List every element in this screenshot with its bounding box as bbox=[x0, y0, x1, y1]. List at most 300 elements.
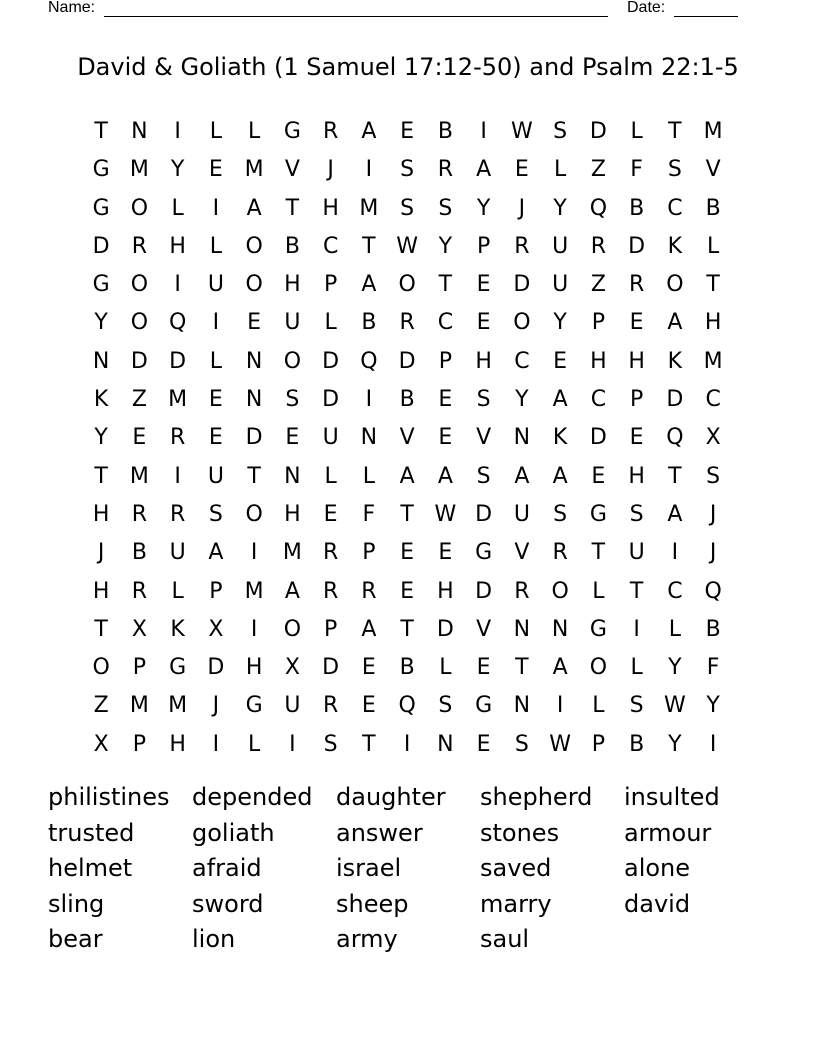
grid-letter[interactable]: L bbox=[324, 310, 337, 336]
grid-letter[interactable]: B bbox=[705, 616, 721, 642]
grid-letter[interactable]: L bbox=[630, 119, 643, 144]
grid-letter[interactable]: J bbox=[518, 195, 526, 221]
grid-letter[interactable]: E bbox=[629, 425, 644, 451]
grid-letter[interactable]: R bbox=[437, 157, 454, 183]
grid-letter[interactable]: R bbox=[322, 578, 339, 604]
grid-letter[interactable]: Z bbox=[131, 387, 147, 413]
word-list-item: goliath bbox=[192, 818, 275, 847]
grid-letter[interactable]: A bbox=[552, 387, 568, 413]
grid-letter[interactable]: N bbox=[551, 616, 569, 642]
grid-letter[interactable]: M bbox=[282, 540, 302, 566]
grid-letter[interactable]: A bbox=[284, 578, 300, 604]
name-blank-line[interactable] bbox=[104, 0, 608, 17]
grid-letter[interactable]: T bbox=[94, 463, 108, 489]
grid-letter[interactable]: U bbox=[169, 540, 186, 566]
grid-letter[interactable]: V bbox=[476, 425, 492, 451]
grid-letter[interactable]: U bbox=[207, 272, 224, 298]
grid-letter[interactable]: I bbox=[556, 693, 564, 719]
grid-letter[interactable]: K bbox=[93, 387, 109, 413]
grid-letter[interactable]: O bbox=[130, 272, 149, 298]
grid-letter[interactable]: Q bbox=[360, 348, 378, 374]
grid-letter[interactable]: L bbox=[247, 731, 261, 757]
grid-letter[interactable]: S bbox=[285, 387, 300, 413]
grid-letter[interactable]: I bbox=[174, 272, 181, 298]
grid-letter[interactable]: C bbox=[667, 578, 683, 604]
grid-letter[interactable]: I bbox=[250, 540, 258, 566]
grid-letter[interactable]: B bbox=[131, 540, 147, 566]
grid-letter[interactable]: A bbox=[667, 310, 683, 336]
grid-letter[interactable]: H bbox=[284, 501, 301, 527]
grid-letter[interactable]: D bbox=[666, 387, 684, 413]
grid-letter[interactable]: M bbox=[244, 157, 264, 183]
grid-letter[interactable]: N bbox=[284, 463, 301, 489]
grid-letter[interactable]: R bbox=[169, 425, 186, 451]
grid-letter[interactable]: M bbox=[168, 387, 188, 413]
grid-letter[interactable]: I bbox=[212, 731, 220, 757]
grid-letter[interactable]: H bbox=[628, 463, 645, 489]
grid-letter[interactable]: L bbox=[171, 195, 184, 221]
grid-letter[interactable]: E bbox=[132, 425, 147, 451]
grid-letter[interactable]: S bbox=[629, 501, 644, 527]
grid-letter[interactable]: I bbox=[212, 195, 220, 221]
grid-letter[interactable]: T bbox=[668, 463, 682, 489]
grid-letter[interactable]: L bbox=[209, 348, 222, 374]
word-list-item: helmet bbox=[48, 854, 133, 882]
grid-letter[interactable]: Y bbox=[553, 310, 567, 336]
grid-letter[interactable]: I bbox=[250, 616, 258, 642]
grid-letter[interactable]: Q bbox=[168, 310, 187, 336]
grid-letter[interactable]: L bbox=[247, 119, 261, 144]
grid-letter[interactable]: L bbox=[171, 578, 184, 604]
grid-letter[interactable]: G bbox=[92, 195, 110, 221]
grid-letter[interactable]: E bbox=[514, 157, 529, 183]
grid-letter[interactable]: L bbox=[668, 616, 681, 642]
grid-letter[interactable]: S bbox=[667, 157, 682, 183]
grid-letter[interactable]: E bbox=[629, 310, 644, 336]
grid-letter[interactable]: Y bbox=[170, 157, 185, 183]
grid-letter[interactable]: A bbox=[361, 119, 377, 144]
grid-letter[interactable]: Z bbox=[590, 272, 606, 298]
grid-letter[interactable]: T bbox=[668, 119, 682, 144]
grid-letter[interactable]: C bbox=[590, 387, 607, 413]
grid-letter[interactable]: M bbox=[129, 693, 149, 719]
grid-letter[interactable]: U bbox=[628, 540, 645, 566]
grid-letter[interactable]: K bbox=[170, 616, 185, 642]
grid-letter[interactable]: M bbox=[703, 119, 723, 144]
grid-letter[interactable]: G bbox=[245, 693, 263, 719]
grid-letter[interactable]: T bbox=[400, 616, 414, 642]
grid-letter[interactable]: P bbox=[132, 731, 147, 757]
grid-letter[interactable]: J bbox=[709, 501, 717, 527]
grid-letter[interactable]: H bbox=[169, 731, 186, 757]
word-list-item: army bbox=[336, 925, 398, 953]
grid-letter[interactable]: C bbox=[437, 310, 454, 336]
grid-letter[interactable]: U bbox=[284, 693, 301, 719]
grid-letter[interactable]: B bbox=[705, 195, 721, 221]
grid-letter[interactable]: E bbox=[591, 463, 606, 489]
grid-letter[interactable]: A bbox=[361, 616, 377, 642]
grid-letter[interactable]: E bbox=[361, 693, 376, 719]
grid-letter[interactable]: J bbox=[709, 540, 717, 566]
grid-letter[interactable]: T bbox=[247, 463, 261, 489]
grid-letter[interactable]: W bbox=[396, 233, 418, 259]
grid-letter[interactable]: J bbox=[327, 157, 334, 183]
grid-letter[interactable]: T bbox=[94, 616, 108, 642]
grid-letter[interactable]: G bbox=[283, 119, 301, 144]
word-list-item: bear bbox=[48, 925, 103, 953]
grid-letter[interactable]: A bbox=[514, 463, 530, 489]
grid-letter[interactable]: D bbox=[628, 233, 646, 259]
grid-letter[interactable]: R bbox=[169, 501, 186, 527]
grid-letter[interactable]: O bbox=[245, 233, 263, 259]
grid-letter[interactable]: G bbox=[92, 272, 110, 298]
grid-letter[interactable]: A bbox=[667, 501, 683, 527]
grid-letter[interactable]: G bbox=[92, 157, 110, 183]
date-blank-line[interactable] bbox=[674, 0, 738, 17]
grid-letter[interactable]: N bbox=[513, 425, 531, 451]
grid-letter[interactable]: E bbox=[361, 655, 376, 681]
grid-letter[interactable]: R bbox=[361, 578, 377, 604]
grid-letter[interactable]: T bbox=[438, 272, 453, 298]
grid-letter[interactable]: Q bbox=[666, 425, 684, 451]
grid-letter[interactable]: T bbox=[362, 233, 376, 259]
grid-letter[interactable]: R bbox=[590, 233, 607, 259]
grid-letter[interactable]: M bbox=[244, 578, 264, 604]
grid-letter[interactable]: I bbox=[212, 310, 220, 336]
grid-letter[interactable]: T bbox=[591, 540, 606, 566]
grid-letter[interactable]: C bbox=[667, 195, 683, 221]
grid-letter[interactable]: Y bbox=[706, 693, 720, 719]
grid-letter[interactable]: L bbox=[209, 233, 222, 259]
grid-letter[interactable]: O bbox=[245, 501, 263, 527]
grid-letter[interactable]: F bbox=[362, 501, 376, 527]
grid-letter[interactable]: A bbox=[208, 540, 224, 566]
grid-letter[interactable]: E bbox=[323, 501, 338, 527]
grid-letter[interactable]: P bbox=[362, 540, 376, 566]
grid-letter[interactable]: Z bbox=[590, 157, 606, 183]
grid-letter[interactable]: H bbox=[437, 578, 454, 604]
grid-letter[interactable]: P bbox=[209, 578, 223, 604]
grid-letter[interactable]: O bbox=[666, 272, 684, 298]
grid-letter[interactable]: O bbox=[245, 272, 263, 298]
grid-letter[interactable]: X bbox=[705, 425, 721, 451]
grid-letter[interactable]: S bbox=[706, 463, 721, 489]
grid-letter[interactable]: M bbox=[129, 157, 149, 183]
grid-letter[interactable]: N bbox=[245, 348, 263, 374]
grid-letter[interactable]: D bbox=[245, 425, 263, 451]
grid-letter[interactable]: T bbox=[400, 501, 414, 527]
grid-letter[interactable]: P bbox=[323, 616, 338, 642]
word-list-item: philistines bbox=[48, 783, 170, 811]
grid-letter[interactable]: D bbox=[589, 119, 607, 144]
grid-letter[interactable]: X bbox=[93, 731, 109, 757]
grid-letter[interactable]: O bbox=[551, 578, 569, 604]
grid-letter[interactable]: Y bbox=[515, 387, 529, 413]
grid-letter[interactable]: R bbox=[322, 540, 339, 566]
grid-letter[interactable]: H bbox=[628, 348, 645, 374]
grid-letter[interactable]: D bbox=[322, 387, 340, 413]
grid-letter[interactable]: E bbox=[400, 578, 415, 604]
grid-letter[interactable]: B bbox=[629, 195, 645, 221]
grid-letter[interactable]: S bbox=[476, 463, 491, 489]
grid-letter[interactable]: G bbox=[169, 655, 187, 681]
grid-letter[interactable]: D bbox=[92, 233, 110, 259]
grid-letter[interactable]: R bbox=[514, 578, 530, 604]
grid-letter[interactable]: E bbox=[400, 119, 415, 144]
grid-letter[interactable]: O bbox=[398, 272, 416, 298]
grid-letter[interactable]: S bbox=[400, 157, 415, 183]
grid-letter[interactable]: I bbox=[633, 616, 640, 642]
grid-letter[interactable]: S bbox=[553, 501, 568, 527]
grid-letter[interactable]: U bbox=[322, 425, 339, 451]
grid-letter[interactable]: E bbox=[438, 540, 453, 566]
grid-letter[interactable]: R bbox=[322, 119, 339, 144]
grid-letter[interactable]: P bbox=[323, 272, 338, 298]
grid-letter[interactable]: I bbox=[289, 731, 296, 757]
grid-letter[interactable]: E bbox=[476, 655, 491, 681]
grid-letter[interactable]: H bbox=[475, 348, 492, 374]
grid-letter[interactable]: W bbox=[663, 693, 686, 719]
grid-letter[interactable]: G bbox=[589, 501, 607, 527]
grid-letter[interactable]: R bbox=[131, 578, 148, 604]
grid-letter[interactable]: X bbox=[208, 616, 224, 642]
grid-letter[interactable]: B bbox=[399, 655, 415, 681]
grid-letter[interactable]: S bbox=[438, 195, 453, 221]
grid-letter[interactable]: P bbox=[438, 348, 453, 374]
grid-letter[interactable]: Y bbox=[476, 195, 491, 221]
grid-letter[interactable]: O bbox=[283, 348, 302, 374]
grid-letter[interactable]: U bbox=[552, 233, 569, 259]
grid-letter[interactable]: P bbox=[476, 233, 491, 259]
grid-letter[interactable]: E bbox=[438, 425, 453, 451]
grid-letter[interactable]: K bbox=[552, 425, 568, 451]
grid-letter[interactable]: G bbox=[589, 616, 607, 642]
grid-letter[interactable]: V bbox=[399, 425, 415, 451]
grid-letter[interactable]: I bbox=[174, 119, 181, 144]
grid-letter[interactable]: A bbox=[246, 195, 262, 221]
grid-letter[interactable]: H bbox=[284, 272, 301, 298]
grid-letter[interactable]: U bbox=[207, 463, 224, 489]
grid-letter[interactable]: S bbox=[208, 501, 223, 527]
grid-letter[interactable]: T bbox=[362, 731, 376, 757]
grid-letter[interactable]: T bbox=[94, 119, 108, 144]
grid-letter[interactable]: Y bbox=[438, 233, 453, 259]
grid-letter[interactable]: V bbox=[705, 157, 721, 183]
grid-letter[interactable]: I bbox=[671, 540, 679, 566]
grid-letter[interactable]: E bbox=[208, 387, 223, 413]
grid-letter[interactable]: D bbox=[436, 616, 454, 642]
grid-letter[interactable]: L bbox=[592, 693, 605, 719]
grid-letter[interactable]: C bbox=[322, 233, 339, 259]
grid-letter[interactable]: X bbox=[284, 655, 300, 681]
grid-letter[interactable]: O bbox=[130, 310, 149, 336]
word-list-item: david bbox=[624, 889, 691, 918]
grid-letter[interactable]: W bbox=[434, 501, 457, 527]
grid-letter[interactable]: R bbox=[322, 693, 339, 719]
grid-letter[interactable]: Y bbox=[94, 425, 108, 451]
grid-letter[interactable]: O bbox=[513, 310, 531, 336]
grid-letter[interactable]: I bbox=[480, 119, 487, 144]
grid-letter[interactable]: M bbox=[168, 693, 188, 719]
grid-letter[interactable]: E bbox=[476, 310, 491, 336]
grid-letter[interactable]: S bbox=[438, 693, 453, 719]
grid-letter[interactable]: S bbox=[514, 731, 529, 757]
grid-letter[interactable]: J bbox=[212, 693, 220, 719]
grid-letter[interactable]: E bbox=[285, 425, 300, 451]
grid-letter[interactable]: T bbox=[706, 272, 720, 298]
grid-letter[interactable]: N bbox=[513, 693, 531, 719]
grid-letter[interactable]: N bbox=[131, 119, 148, 144]
grid-letter[interactable]: O bbox=[589, 655, 608, 681]
grid-letter[interactable]: A bbox=[552, 655, 568, 681]
grid-letter[interactable]: H bbox=[92, 578, 110, 604]
grid-letter[interactable]: D bbox=[475, 578, 493, 604]
grid-letter[interactable]: B bbox=[437, 119, 453, 144]
word-list-item: sling bbox=[48, 889, 105, 918]
grid-letter[interactable]: T bbox=[515, 655, 529, 681]
grid-letter[interactable]: B bbox=[629, 731, 645, 757]
grid-letter[interactable]: P bbox=[591, 731, 606, 757]
grid-letter[interactable]: H bbox=[590, 348, 607, 374]
grid-letter[interactable]: E bbox=[208, 157, 223, 183]
grid-letter[interactable]: I bbox=[403, 731, 411, 757]
grid-letter[interactable]: D bbox=[207, 655, 225, 681]
grid-letter[interactable]: B bbox=[284, 233, 300, 259]
grid-letter[interactable]: I bbox=[174, 463, 181, 489]
grid-letter[interactable]: W bbox=[549, 731, 571, 757]
grid-letter[interactable]: P bbox=[629, 387, 644, 413]
grid-letter[interactable]: D bbox=[322, 655, 340, 681]
grid-letter[interactable]: X bbox=[131, 616, 147, 642]
grid-letter[interactable]: P bbox=[132, 655, 147, 681]
grid-letter[interactable]: S bbox=[629, 693, 644, 719]
grid-letter[interactable]: U bbox=[284, 310, 301, 336]
grid-letter[interactable]: H bbox=[704, 310, 722, 336]
grid-letter[interactable]: V bbox=[476, 616, 492, 642]
grid-letter[interactable]: L bbox=[706, 233, 720, 259]
grid-letter[interactable]: R bbox=[552, 540, 568, 566]
grid-letter[interactable]: L bbox=[362, 463, 375, 489]
grid-letter[interactable]: K bbox=[667, 348, 683, 374]
grid-letter[interactable]: E bbox=[208, 425, 223, 451]
grid-letter[interactable]: U bbox=[552, 272, 569, 298]
grid-letter[interactable]: A bbox=[552, 463, 568, 489]
grid-letter[interactable]: L bbox=[439, 655, 452, 681]
grid-letter[interactable]: Y bbox=[553, 195, 567, 221]
grid-letter[interactable]: R bbox=[131, 233, 148, 259]
grid-letter[interactable]: O bbox=[283, 616, 302, 642]
grid-letter[interactable]: Z bbox=[93, 693, 109, 719]
grid-letter[interactable]: E bbox=[476, 731, 491, 757]
grid-letter[interactable]: N bbox=[437, 731, 454, 757]
grid-letter[interactable]: Q bbox=[704, 578, 722, 604]
grid-letter[interactable]: S bbox=[323, 731, 338, 757]
grid-letter[interactable]: D bbox=[475, 501, 493, 527]
grid-letter[interactable]: A bbox=[437, 463, 453, 489]
grid-letter[interactable]: Y bbox=[668, 731, 682, 757]
grid-letter[interactable]: M bbox=[129, 463, 149, 489]
grid-letter[interactable]: F bbox=[630, 157, 643, 183]
grid-letter[interactable]: J bbox=[97, 540, 105, 566]
grid-letter[interactable]: E bbox=[247, 310, 262, 336]
grid-letter[interactable]: L bbox=[592, 578, 605, 604]
grid-letter[interactable]: D bbox=[322, 348, 340, 374]
grid-letter[interactable]: F bbox=[706, 655, 720, 681]
grid-letter[interactable]: E bbox=[438, 387, 453, 413]
grid-letter[interactable]: S bbox=[553, 119, 568, 144]
grid-letter[interactable]: E bbox=[400, 540, 415, 566]
grid-letter[interactable]: N bbox=[360, 425, 378, 451]
grid-letter[interactable]: L bbox=[553, 157, 567, 183]
grid-letter[interactable]: L bbox=[630, 655, 643, 681]
grid-letter[interactable]: Y bbox=[668, 655, 682, 681]
grid-letter[interactable]: C bbox=[705, 387, 721, 413]
grid-letter[interactable]: I bbox=[365, 157, 373, 183]
grid-letter[interactable]: Y bbox=[94, 310, 108, 336]
grid-letter[interactable]: L bbox=[209, 119, 222, 144]
grid-letter[interactable]: T bbox=[285, 195, 300, 221]
grid-letter[interactable]: K bbox=[667, 233, 683, 259]
word-list-item: lion bbox=[192, 925, 236, 953]
grid-letter[interactable]: L bbox=[324, 463, 337, 489]
grid-letter[interactable]: E bbox=[553, 348, 568, 374]
grid-letter[interactable]: E bbox=[476, 272, 491, 298]
grid-letter[interactable]: R bbox=[628, 272, 645, 298]
grid-letter[interactable]: N bbox=[513, 616, 531, 642]
grid-letter[interactable]: U bbox=[513, 501, 530, 527]
grid-letter[interactable]: Q bbox=[398, 693, 416, 719]
grid-letter[interactable]: S bbox=[400, 195, 415, 221]
grid-letter[interactable]: I bbox=[709, 731, 717, 757]
grid-letter[interactable]: O bbox=[92, 655, 110, 681]
grid-letter[interactable]: S bbox=[476, 387, 491, 413]
grid-letter[interactable]: G bbox=[475, 540, 493, 566]
grid-letter[interactable]: I bbox=[365, 387, 373, 413]
grid-letter[interactable]: D bbox=[169, 348, 187, 374]
grid-letter[interactable]: N bbox=[245, 387, 263, 413]
grid-letter[interactable]: P bbox=[591, 310, 606, 336]
grid-letter[interactable]: B bbox=[361, 310, 377, 336]
grid-letter[interactable]: N bbox=[92, 348, 110, 374]
grid-letter[interactable]: B bbox=[399, 387, 415, 413]
grid-letter[interactable]: M bbox=[703, 348, 723, 374]
grid-letter[interactable]: D bbox=[130, 348, 148, 374]
grid-letter[interactable]: T bbox=[629, 578, 644, 604]
grid-letter[interactable]: O bbox=[130, 195, 149, 221]
grid-letter[interactable]: M bbox=[359, 195, 379, 221]
grid-letter[interactable]: G bbox=[475, 693, 493, 719]
grid-letter[interactable]: H bbox=[245, 655, 263, 681]
grid-letter[interactable]: V bbox=[284, 157, 300, 183]
word-list-item: depended bbox=[192, 783, 313, 811]
grid-letter[interactable]: R bbox=[514, 233, 530, 259]
grid-letter[interactable]: R bbox=[399, 310, 415, 336]
grid-letter[interactable]: D bbox=[513, 272, 531, 298]
grid-letter[interactable]: C bbox=[514, 348, 530, 374]
grid-letter[interactable]: H bbox=[92, 501, 110, 527]
grid-letter[interactable]: A bbox=[361, 272, 377, 298]
grid-letter[interactable]: A bbox=[399, 463, 415, 489]
grid-letter[interactable]: D bbox=[398, 348, 416, 374]
grid-letter[interactable]: W bbox=[510, 119, 533, 144]
grid-letter[interactable]: A bbox=[476, 157, 492, 183]
grid-letter[interactable]: Q bbox=[589, 195, 608, 221]
grid-letter[interactable]: V bbox=[514, 540, 530, 566]
grid-letter[interactable]: H bbox=[169, 233, 186, 259]
grid-letter[interactable]: H bbox=[322, 195, 339, 221]
grid-letter[interactable]: D bbox=[589, 425, 607, 451]
grid-letter[interactable]: R bbox=[131, 501, 148, 527]
